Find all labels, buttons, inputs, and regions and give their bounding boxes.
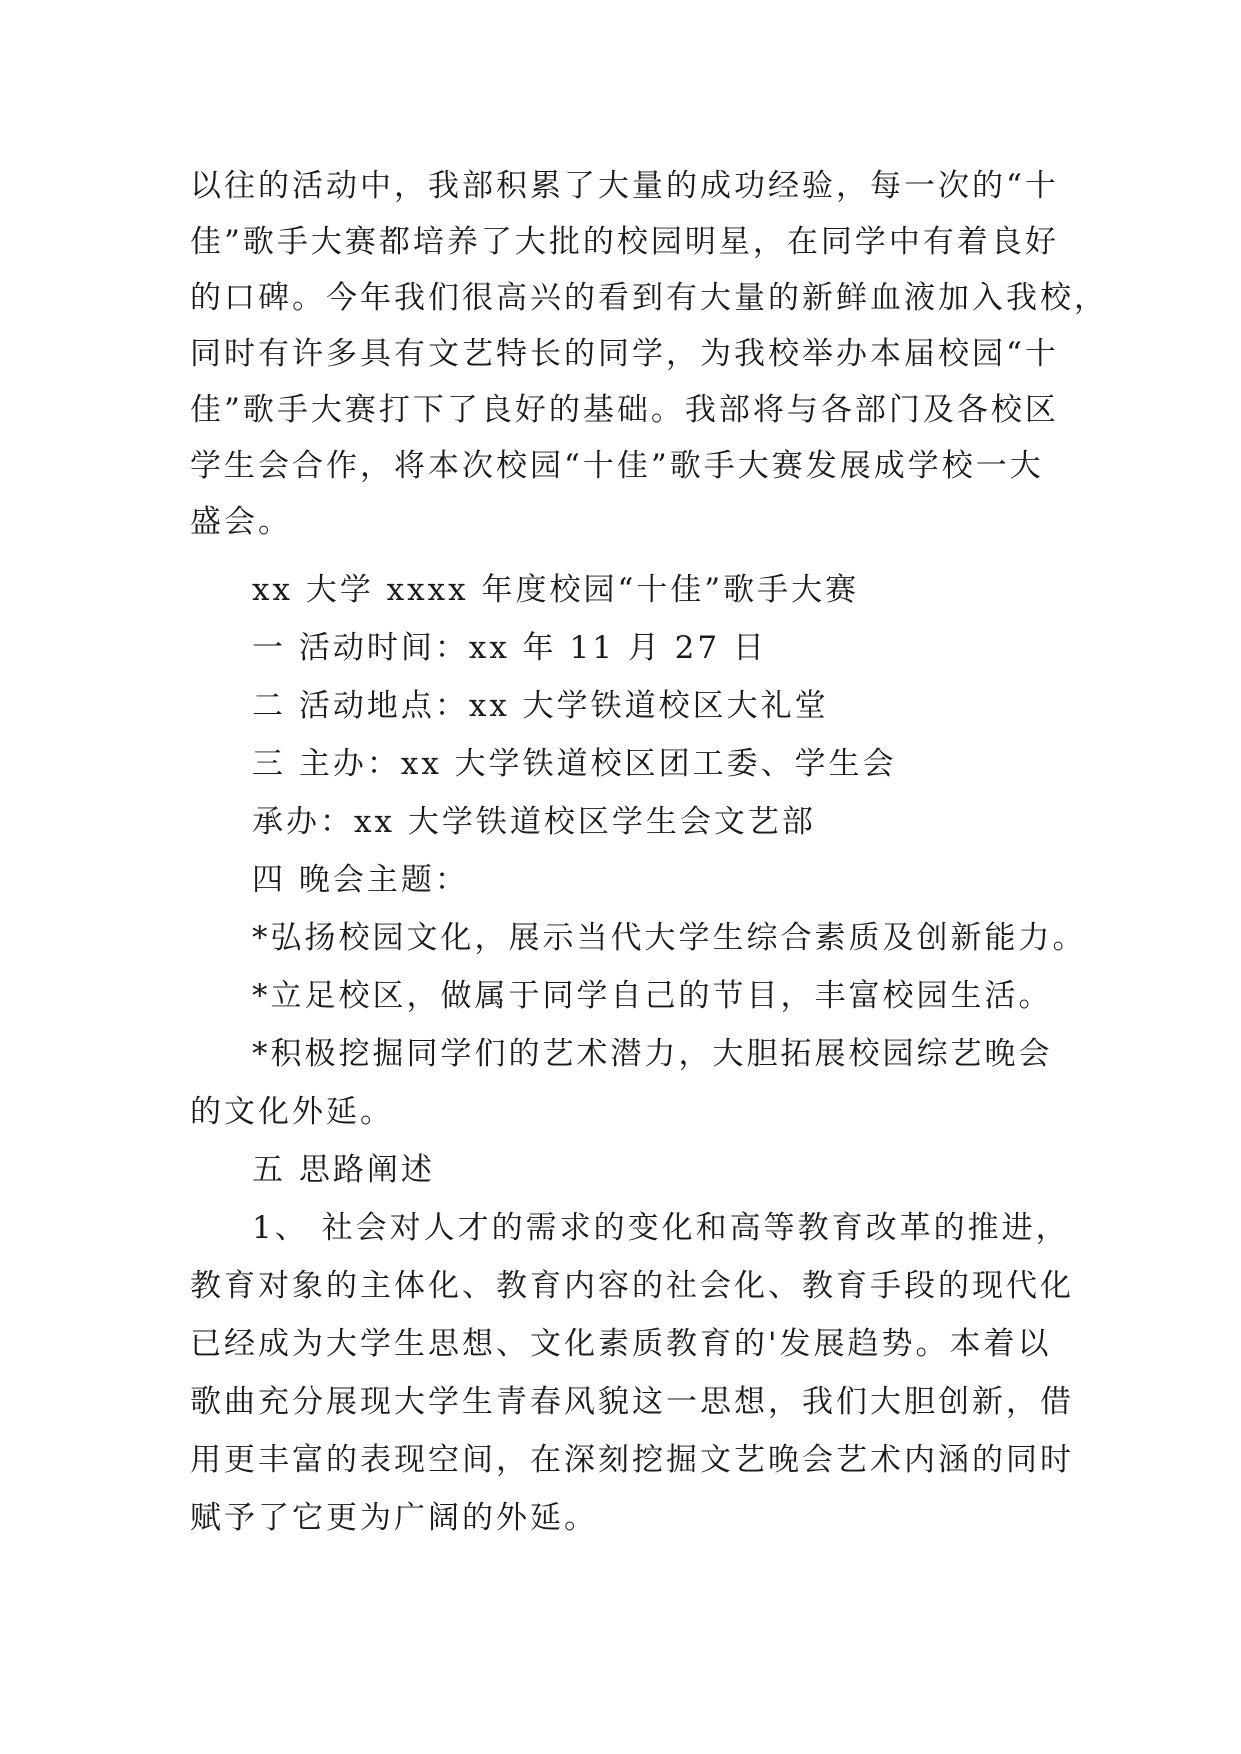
event-time: 一 活动时间：xx 年 11 月 27 日: [252, 630, 767, 666]
event-title: xx 大学 xxxx 年度校园“十佳”歌手大赛: [252, 572, 860, 608]
theme-item: *积极挖掘同学们的艺术潜力，大胆拓展校园综艺晚会: [252, 1036, 1053, 1072]
text-line: 佳”歌手大赛打下了良好的基础。我部将与各部门及各校区: [190, 392, 1059, 428]
text-line: 的文化外延。: [190, 1094, 394, 1130]
text-line: 佳”歌手大赛都培养了大批的校园明星，在同学中有着良好: [190, 224, 1059, 260]
event-organizer: 三 主办：xx 大学铁道校区团工委、学生会: [252, 746, 897, 782]
text-line: 赋予了它更为广阔的外延。: [190, 1500, 598, 1536]
text-line: 已经成为大学生思想、文化素质教育的'发展趋势。本着以: [190, 1326, 1052, 1362]
text-line: 教育对象的主体化、教育内容的社会化、教育手段的现代化: [190, 1268, 1074, 1304]
text-line: 的口碑。今年我们很高兴的看到有大量的新鲜血液加入我校，: [190, 280, 1108, 316]
theme-heading: 四 晚会主题：: [252, 862, 469, 898]
theme-item: *弘扬校园文化，展示当代大学生综合素质及创新能力。: [252, 920, 1087, 956]
theme-item: *立足校区，做属于同学自己的节目，丰富校园生活。: [252, 978, 1053, 1014]
text-line: 歌曲充分展现大学生青春风貌这一思想，我们大胆创新，借: [190, 1384, 1074, 1420]
text-line: 1、 社会对人才的需求的变化和高等教育改革的推进，: [252, 1210, 1070, 1246]
event-co-organizer: 承办：xx 大学铁道校区学生会文艺部: [252, 804, 816, 840]
section-heading: 五 思路阐述: [252, 1152, 435, 1188]
text-line: 学生会合作，将本次校园“十佳”歌手大赛发展成学校一大: [190, 448, 1044, 484]
text-line: 同时有许多具有文艺特长的同学，为我校举办本届校园“十: [190, 336, 1059, 372]
event-location: 二 活动地点：xx 大学铁道校区大礼堂: [252, 688, 829, 724]
text-line: 用更丰富的表现空间，在深刻挖掘文艺晚会艺术内涵的同时: [190, 1442, 1074, 1478]
text-line: 盛会。: [190, 504, 292, 540]
text-line: 以往的活动中，我部积累了大量的成功经验，每一次的“十: [190, 168, 1059, 204]
